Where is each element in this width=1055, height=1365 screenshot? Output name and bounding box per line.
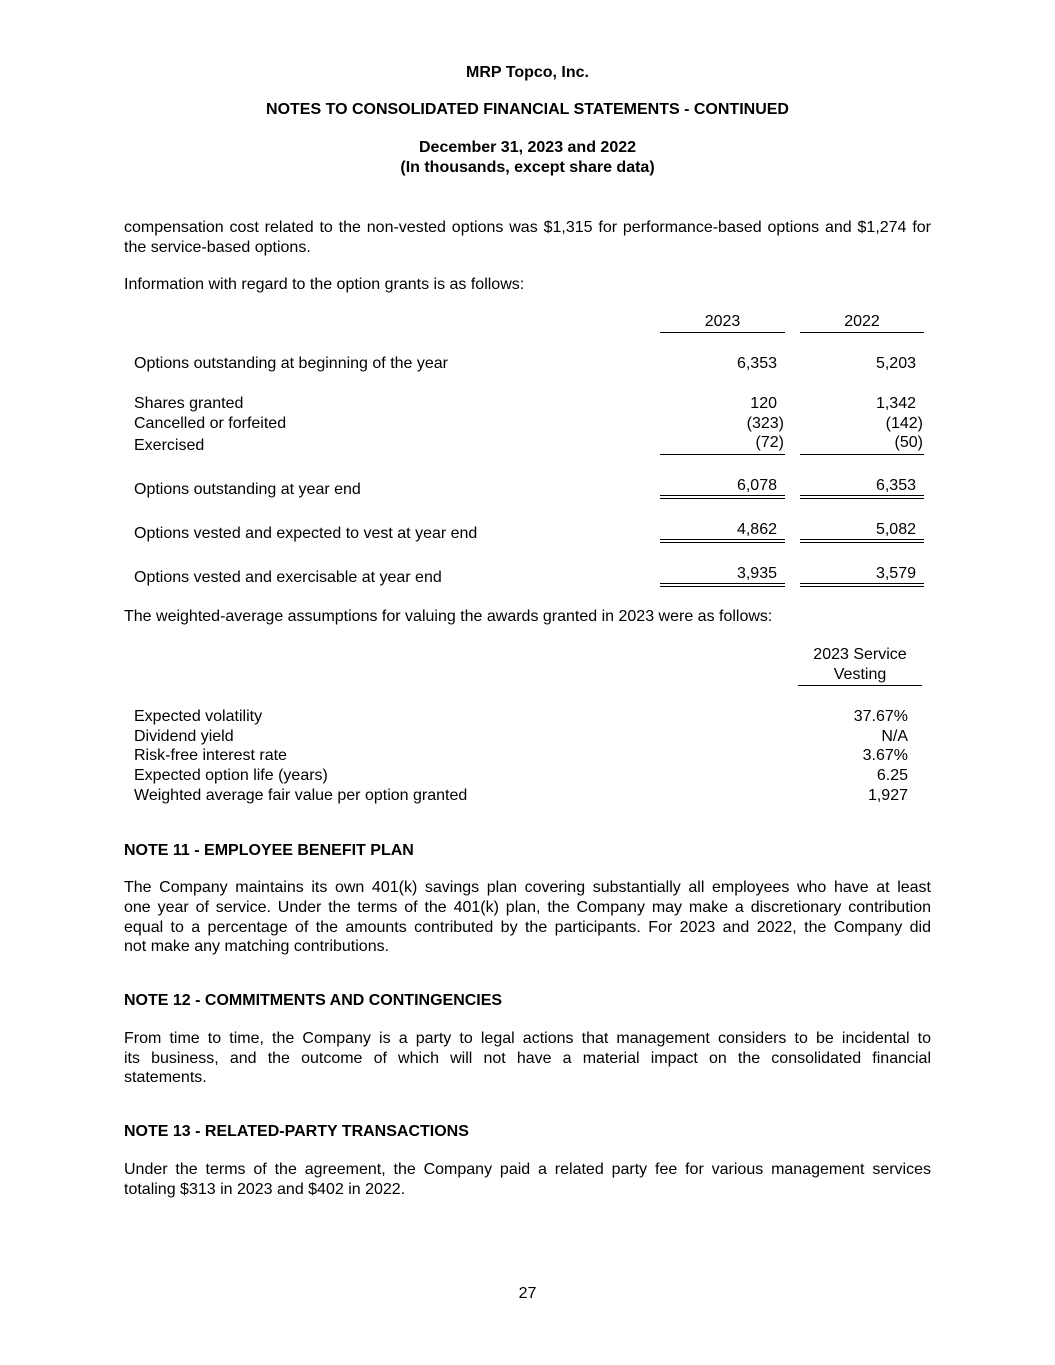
table-row-label: Exercised: [134, 437, 205, 454]
column-header-2022: 2022: [844, 313, 880, 330]
table-cell-2023: (72): [755, 434, 784, 451]
table-cell-2023: 120: [750, 395, 777, 412]
column-rule: [800, 332, 924, 333]
total-double-rule: [800, 539, 924, 543]
note-13-heading: NOTE 13 - RELATED-PARTY TRANSACTIONS: [124, 1123, 469, 1140]
table-row-label: Options vested and exercisable at year end: [134, 569, 442, 586]
note-12-line: its business, and the outcome of which will not have a material impact on the consolidated financial: [124, 1050, 931, 1067]
note-11-line: not make any matching contributions.: [124, 938, 390, 955]
note-13-line: totaling $313 in 2023 and $402 in 2022.: [124, 1181, 406, 1198]
table-row-label: Risk-free interest rate: [134, 747, 287, 764]
table-row-label: Options outstanding at year end: [134, 481, 361, 498]
company-name: MRP Topco, Inc.: [466, 64, 589, 81]
table-row-label: Cancelled or forfeited: [134, 415, 287, 432]
assumptions-column-header: 2023 Service: [813, 646, 907, 663]
table-cell-2023: (323): [746, 415, 784, 432]
table-cell-2022: 3,579: [875, 565, 916, 582]
note-12-heading: NOTE 12 - COMMITMENTS AND CONTINGENCIES: [124, 992, 503, 1009]
subtotal-rule: [800, 454, 924, 455]
note-11-heading: NOTE 11 - EMPLOYEE BENEFIT PLAN: [124, 842, 414, 859]
table-cell-2023: 3,935: [736, 565, 777, 582]
subtotal-rule: [660, 454, 785, 455]
total-double-rule: [660, 495, 785, 499]
column-rule: [660, 332, 785, 333]
total-double-rule: [800, 495, 924, 499]
table-row-label: Dividend yield: [134, 728, 234, 745]
note-12-line: statements.: [124, 1069, 207, 1086]
column-header-2023: 2023: [704, 313, 741, 330]
table-cell-2023: 4,862: [736, 521, 777, 538]
statement-date: December 31, 2023 and 2022: [418, 139, 637, 156]
option-table-intro: Information with regard to the option grants is as follows:: [124, 276, 525, 293]
table-row-label: Expected option life (years): [134, 767, 328, 784]
assumptions-column-header: Vesting: [833, 666, 887, 683]
table-row-label: Expected volatility: [134, 708, 263, 725]
table-cell-2023: 6,078: [736, 477, 777, 494]
total-double-rule: [660, 583, 785, 587]
note-12-line: From time to time, the Company is a party to legal actions that management considers to be incidental to: [124, 1030, 931, 1047]
table-cell-value: 1,927: [867, 787, 908, 804]
table-row-label: Options vested and expected to vest at year end: [134, 525, 478, 542]
note-11-line: equal to a percentage of the amounts contributed by the participants. For 2023 and 2022, the Company did: [124, 919, 931, 936]
table-cell-value: N/A: [881, 728, 908, 745]
section-title: NOTES TO CONSOLIDATED FINANCIAL STATEMENTS - CONTINUED: [266, 101, 789, 118]
table-cell-2022: (50): [894, 434, 923, 451]
table-cell-2022: 1,342: [875, 395, 916, 412]
table-cell-value: 6.25: [876, 767, 908, 784]
table-cell-2022: 5,203: [875, 355, 916, 372]
total-double-rule: [660, 539, 785, 543]
column-rule: [798, 685, 922, 686]
table-row-label: Shares granted: [134, 395, 244, 412]
table-cell-value: 3.67%: [862, 747, 908, 764]
table-cell-2022: 6,353: [875, 477, 916, 494]
total-double-rule: [800, 583, 924, 587]
table-cell-value: 37.67%: [853, 708, 908, 725]
page-number: 27: [518, 1285, 537, 1302]
note-11-line: The Company maintains its own 401(k) savings plan covering substantially all employees who have at least: [124, 879, 931, 896]
table-row-label: Options outstanding at beginning of the year: [134, 355, 448, 372]
units-note: (In thousands, except share data): [400, 159, 655, 176]
table-cell-2023: 6,353: [736, 355, 777, 372]
table-cell-2022: 5,082: [875, 521, 916, 538]
table-row-label: Weighted average fair value per option granted: [134, 787, 468, 804]
note-13-line: Under the terms of the agreement, the Company paid a related party fee for various management services: [124, 1161, 931, 1178]
table-cell-2022: (142): [885, 415, 923, 432]
intro-paragraph: compensation cost related to the non-vested options was $1,315 for performance-based options and $1,274 for the service-based options.: [124, 219, 931, 256]
note-11-line: one year of service. Under the terms of the 401(k) plan, the Company may make a discretionary contribution: [124, 899, 931, 916]
assumptions-intro: The weighted-average assumptions for valuing the awards granted in 2023 were as follows:: [124, 608, 773, 625]
